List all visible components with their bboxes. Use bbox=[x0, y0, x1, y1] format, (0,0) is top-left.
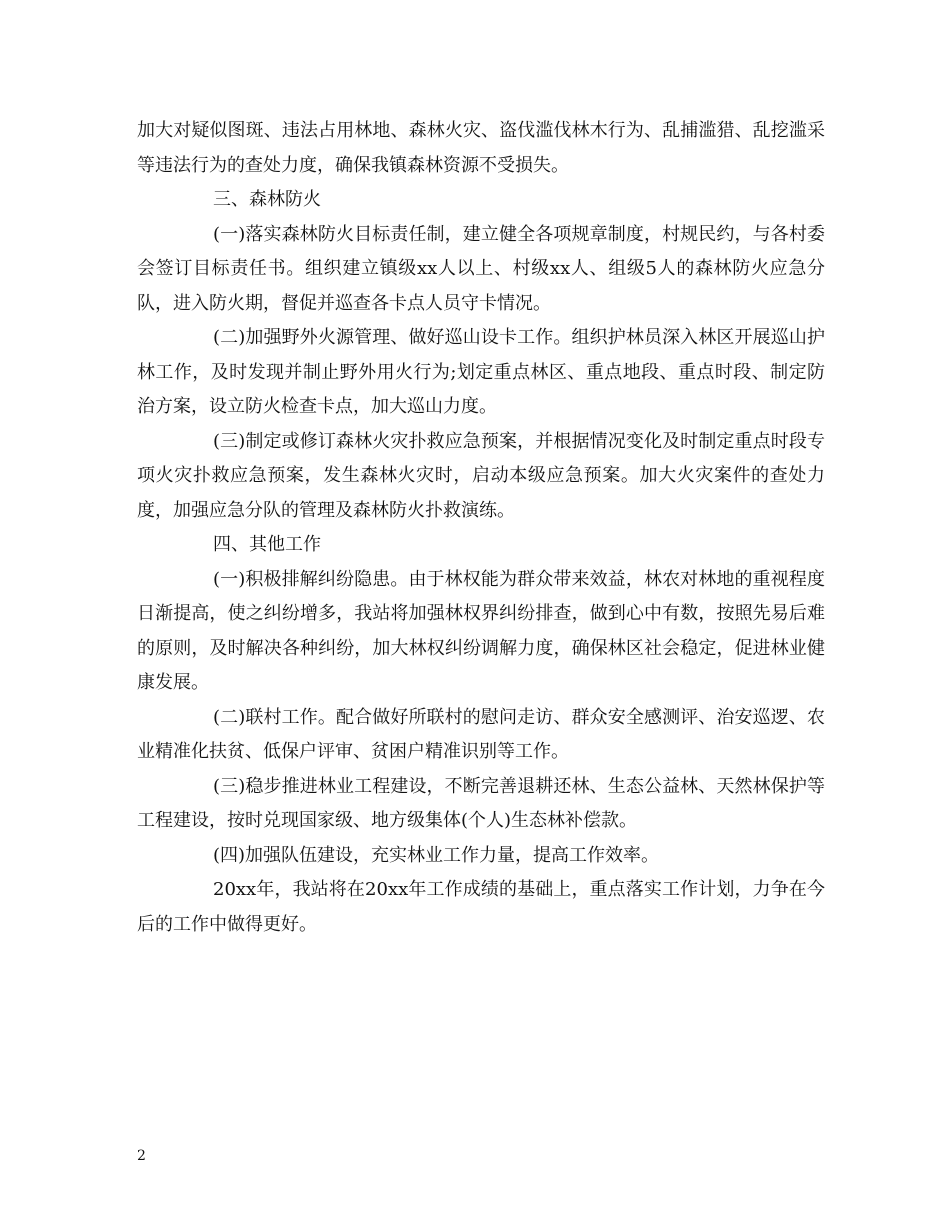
paragraph-conclusion: 20xx年，我站将在20xx年工作成绩的基础上，重点落实工作计划，力争在今后的工作中做得更好。 bbox=[137, 879, 825, 935]
page-number: 2 bbox=[137, 1148, 146, 1164]
paragraph-forestry-projects: (三)稳步推进林业工程建设，不断完善退耕还林、生态公益林、天然林保护等工程建设，按时兑现国家级、地方级集体(个人)生态林补偿款。 bbox=[137, 775, 825, 831]
paragraph-team-building: (四)加强队伍建设，充实林业工作力量，提高工作效率。 bbox=[213, 844, 660, 866]
paragraph-emergency-plan: (三)制定或修订森林火灾扑救应急预案，并根据情况变化及时制定重点时段专项火灾扑救应急预案，发生森林火灾时，启动本级应急预案。加大火灾案件的查处力度，加强应急分队的管理及森林防火扑救演练。 bbox=[137, 430, 825, 521]
document-body bbox=[137, 114, 825, 942]
section-heading-other-work: 四、其他工作 bbox=[213, 534, 321, 555]
paragraph-dispute-resolution: (一)积极排解纠纷隐患。由于林权能为群众带来效益，林农对林地的重视程度日渐提高，使之纠纷增多，我站将加强林权界纠纷排查，做到心中有数，按照先易后难的原则，及时解决各种纠纷，加大林权纠纷调解力度，确保林区社会稳定，促进林业健康发展。 bbox=[137, 568, 825, 693]
section-heading-forest-fire-prevention: 三、森林防火 bbox=[213, 189, 321, 210]
paragraph-village-work: (二)联村工作。配合做好所联村的慰问走访、群众安全感测评、治安巡逻、农业精准化扶贫、低保户评审、贫困户精准识别等工作。 bbox=[137, 706, 825, 762]
paragraph-fire-responsibility: (一)落实森林防火目标责任制，建立健全各项规章制度，村规民约，与各村委会签订目标责任书。组织建立镇级xx人以上、村级xx人、组级5人的森林防火应急分队，进入防火期，督促并巡查各卡点人员守卡情况。 bbox=[137, 223, 825, 314]
paragraph-fire-source-management: (二)加强野外火源管理、做好巡山设卡工作。组织护林员深入林区开展巡山护林工作，及时发现并制止野外用火行为;划定重点林区、重点地段、重点时段、制定防治方案，设立防火检查卡点，加大巡山力度。 bbox=[137, 327, 825, 417]
paragraph-continuation: 加大对疑似图斑、违法占用林地、森林火灾、盗伐滥伐林木行为、乱捕滥猎、乱挖滥采等违法行为的查处力度，确保我镇森林资源不受损失。 bbox=[137, 120, 825, 176]
